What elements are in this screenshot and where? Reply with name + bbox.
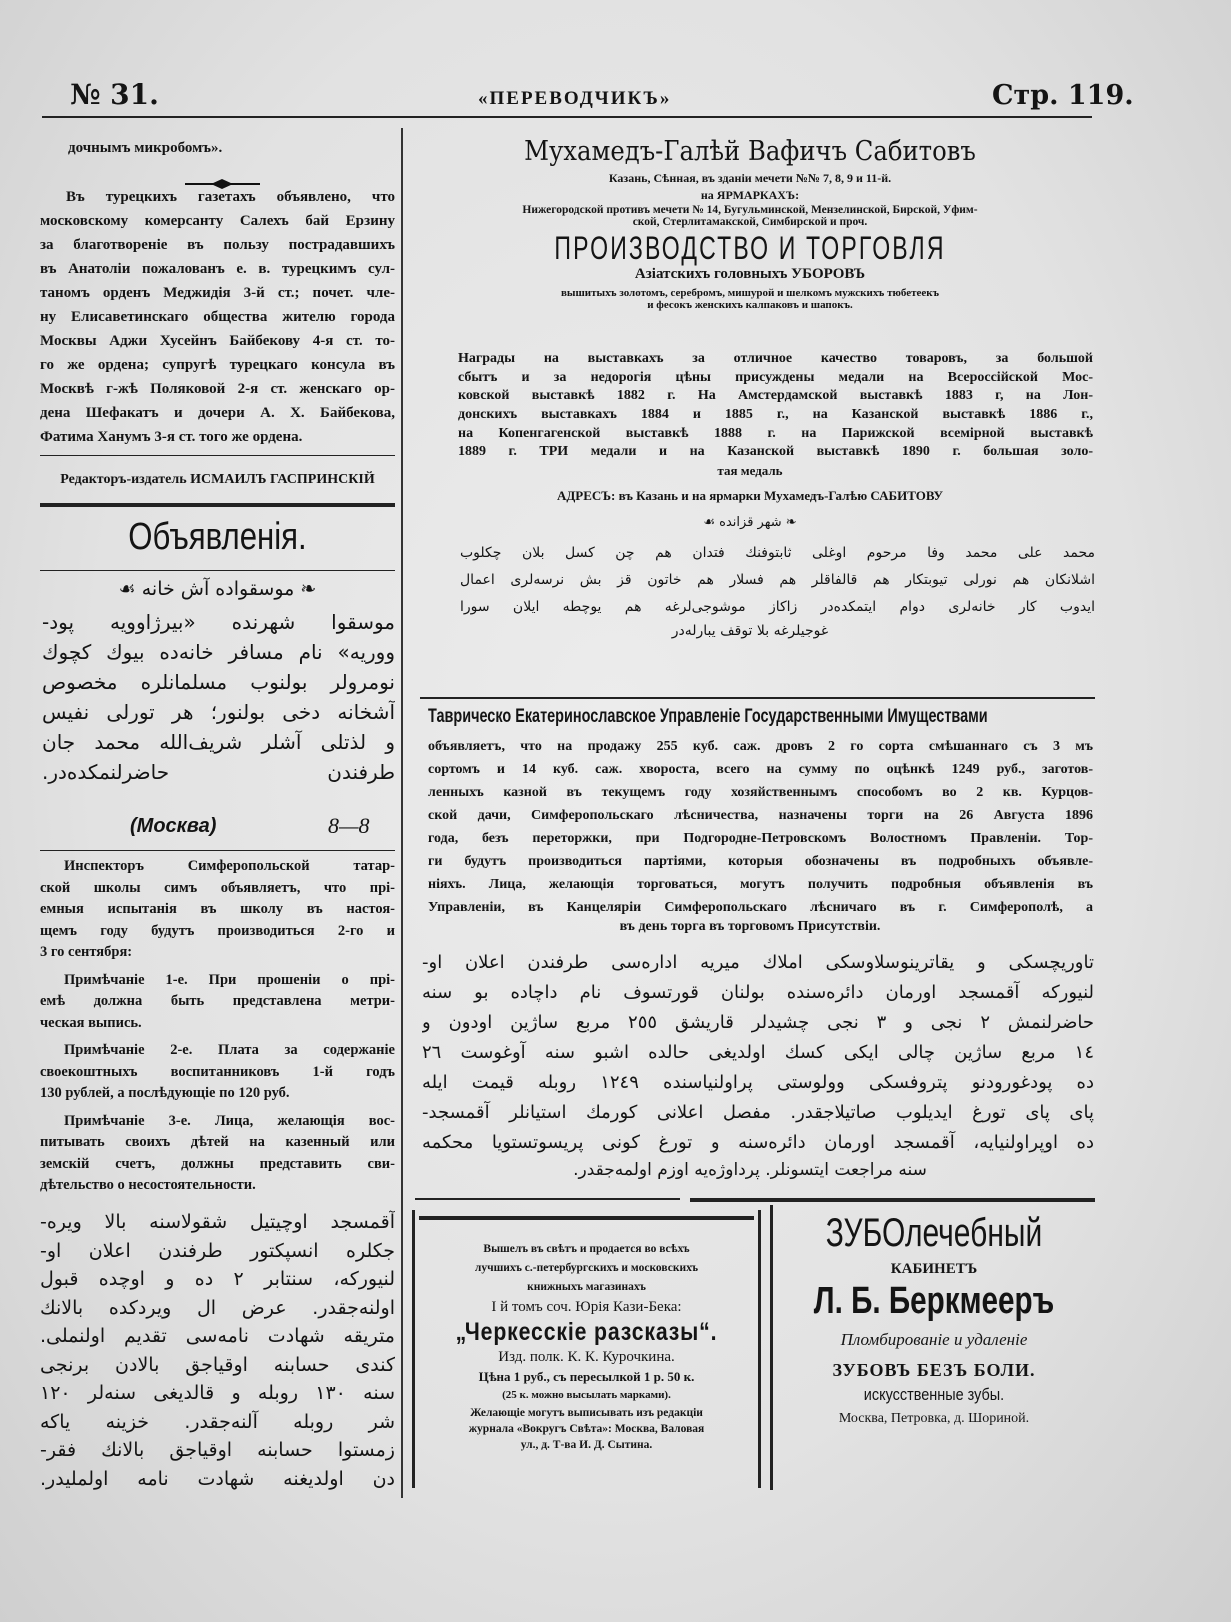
book-ad-intro: лучшихъ с.-петербургскихъ и московскихъ: [474, 1262, 699, 1274]
carryover-text: дочнымъ микробомъ».: [68, 140, 223, 156]
forest-ad-tatar: [422, 948, 1094, 1158]
book-ad-intro: книжныхъ магазинахъ: [527, 1281, 646, 1293]
news-paragraph: [40, 185, 395, 449]
text-line: своекоштныхъ воспитанниковъ 1-й годъ: [40, 1063, 395, 1080]
text-line: 3 го сентября:: [40, 944, 133, 960]
book-order: ул., д. Т-ва И. Д. Сытина.: [520, 1439, 653, 1451]
inspector-notice-tatar: [40, 1208, 395, 1493]
text-line: ووريه» نام مسافر خانه‌ده بيوك كچوك: [42, 640, 395, 664]
box-top-rule: [419, 1216, 754, 1220]
text-line: московскому комерсанту Салехъ бай Ерзину: [40, 213, 395, 229]
ornament-icon: ☙: [703, 515, 720, 530]
text-line: جكلره انسپكتور طرفندن اعلان او-: [40, 1239, 395, 1262]
text-line: زمستوا حسابنه اوقياجق بالانك فقر-: [40, 1439, 395, 1461]
text-line: شر روبله آلنه‌جقدر. خزينه ياكه: [40, 1410, 395, 1433]
book-order: журнала «Вокругъ Свѣта»: Москва, Валовая: [468, 1423, 705, 1435]
forest-ad-end: въ день торга въ торговомъ Присутствіи.: [619, 919, 881, 934]
text-line: ١٤ مربع ساژين چالی ايكی كسك اولديغی حالده اشبو سنه آوغوست ٢٦: [422, 1042, 1094, 1063]
text-line: تاوريچسكی و يقاترينوسلاوسكی املاك ميريه اداره‌سی طرفندن اعلان او-: [422, 952, 1094, 973]
book-title: „Черкесскіе разсказы“.: [455, 1318, 718, 1346]
text-line: Примѣчаніе 1-е. При прошеніи о прі-: [64, 971, 395, 988]
ads-heading: Объявленія.: [128, 516, 307, 558]
text-line: питывать своихъ дѣтей на казенный или: [40, 1134, 395, 1150]
text-line: متريقه شهادت نامه‌سی تقديم اولنملی.: [40, 1325, 395, 1347]
text-line: Управленіи, въ Канцеляріи Симферопольскаго лѣсничаго въ г. Симферополѣ, а: [428, 900, 1093, 915]
awards-text: [458, 350, 1093, 462]
text-line: دن اولديغنه شهادت نامه اولمليدر.: [40, 1467, 395, 1490]
text-line: ческая выпись.: [40, 1014, 142, 1031]
production-headline: ПРОИЗВОДСТВО И ТОРГОВЛЯ: [554, 230, 946, 266]
text-line: لنيوركه، سنتابر ٢ ده و اوچده قبول: [40, 1268, 395, 1290]
sabitov-tatar-heading: [405, 515, 1095, 530]
book-order: Желающіе могутъ выписывать изъ редакціи: [470, 1407, 703, 1419]
forest-ad-heading: Таврическо Екатеринославское Управленіе Государственными Имуществами: [428, 706, 988, 727]
text-line: дѣтельство о несостоятельности.: [40, 1177, 256, 1193]
book-volume: I й томъ соч. Юрія Кази-Бека:: [491, 1299, 682, 1315]
text-line: محمد علی محمد وفا مرحوم اوغلی ثابتوفنك فتدان هم چن كسل بلان چكلوب: [460, 545, 1095, 561]
section-rule-thick: [40, 503, 395, 507]
text-line: емѣ должна быть представлена метри-: [40, 993, 395, 1009]
text-line: ской дачи, Симферопольскаго лѣсничества, назначены торги на 26 Августа 1896: [428, 808, 1093, 823]
book-ad: [412, 1210, 761, 1488]
text-line: таномъ орденъ Меджидія 3-й ст.; почет. чле-: [40, 285, 395, 301]
forest-ad-text: [428, 735, 1093, 919]
text-line: نومرولر بولنوب مسلمانلره مخصوص: [42, 670, 395, 694]
text-line: земскій счетъ, должны представить сви-: [40, 1155, 395, 1172]
dental-painless: ЗУБОВЪ БЕЗЪ БОЛИ.: [832, 1360, 1036, 1380]
ornament-icon: ☙: [118, 578, 142, 600]
text-line: لنيوركه آقمسجد اورمان دائره‌سنده بولنان قورتسوف نام داچاده بو سنه: [422, 982, 1094, 1003]
ornament-icon: ❧: [781, 515, 797, 530]
products-subheadline: Азіатскихъ головныхъ УБОРОВЪ: [634, 266, 866, 282]
text-line: ніяхъ. Лица, желающія торговаться, могутъ получить подробныя объявленія въ: [428, 877, 1093, 892]
sabitov-address: АДРЕСЪ: въ Казань и на ярмарки Мухамедъ-Галѣю САБИТОВУ: [556, 488, 944, 503]
dental-prosthetics: искусственные зубы.: [863, 1385, 1005, 1404]
dental-services: Пломбированіе и удаленіе: [840, 1330, 1028, 1349]
dental-ad: [770, 1205, 1095, 1490]
inspector-notice: [40, 856, 395, 1197]
column-divider: [401, 128, 403, 1498]
text-line: پای پای تورغ ايديلوب صاتيلاجقدر. مفصل اعلانی كورمك استيانلر آقمسجد-: [422, 1102, 1094, 1123]
sabitov-tatar-text: [460, 540, 1095, 621]
text-line: و لذتلی آشلر شريف‌الله محمد جان: [42, 730, 395, 754]
text-line: донскихъ выставкахъ 1884 и 1885 г., на Казанской выставкѣ 1886 г.,: [458, 407, 1093, 423]
text-line: ده پودغورودنو پتروفسكی وولوستی پراولنياسنده ١٢٤٩ روبله قيمت ايله: [422, 1072, 1094, 1093]
text-line: щемъ году будутъ производиться 2-го и: [40, 922, 395, 939]
header-rule: [42, 116, 1092, 118]
dental-title: ЗУБОлечебный: [825, 1211, 1043, 1255]
awards-end: тая медаль: [717, 463, 783, 478]
text-line: сбытъ и за недорогія цѣны присуждены медали на Всероссійской Мос-: [458, 369, 1093, 385]
fairs-line: Нижегородской противъ мечети № 14, Бугульминской, Мензелинской, Бирской, Уфим-: [522, 204, 978, 216]
text-line: въ Анатоліи пожалованъ е. в. турецкимъ сул-: [40, 261, 395, 277]
text-line: ده اوپراولنيايه، آقمسجد اورمان دائره‌سنه و تورغ كونی پريسوتستويا محكمه: [422, 1132, 1094, 1153]
ornament-icon: ❧: [294, 578, 317, 600]
newspaper-title: «ПЕРЕВОДЧИКЪ»: [478, 88, 672, 109]
text-line: ленныхъ казной въ текущемъ году хозяйственнымъ способомъ во 2 кв. Курцов-: [428, 785, 1093, 800]
text-line: طرفندن حاضرلنمكده‌در.: [42, 760, 395, 784]
text-line: за благотвореніе въ пользу пострадавшихъ: [40, 237, 395, 253]
text-line: ковской выставкѣ 1882 г. На Амстердамской выставкѣ 1883 г, на Лон-: [458, 388, 1093, 404]
text-line: 1889 г. ТРИ медали и на Казанской выставкѣ 1890 г. большая золо-: [458, 444, 1093, 460]
text-line: Награды на выставкахъ за отличное качество товаровъ, за большой: [458, 351, 1093, 366]
text-line: ги будутъ производиться партіями, которыя обозначены въ подробныхъ объявле-: [428, 854, 1093, 869]
text-line: كندی حسابنه اوقياجق بالادن برنجی: [40, 1353, 395, 1376]
sabitov-tatar-end: غوجيلرغه بلا توقف يبارله‌در: [671, 623, 829, 639]
text-line: Москвѣ г-жѣ Поляковой 2-я ст. женскаго ор-: [40, 381, 395, 397]
moscow-ad-text: [42, 607, 395, 787]
section-rule: [40, 850, 395, 851]
moscow-ad-heading-text: موسقواده آش خانه: [141, 578, 295, 600]
fairs-line: ской, Стерлитамакской, Симбирской и проч.: [632, 216, 868, 228]
sabitov-tatar-heading-text: شهر قزانده: [719, 515, 782, 530]
text-line: Въ турецкихъ газетахъ объявлено, что: [66, 189, 395, 205]
products-line: и фесокъ женскихъ калпаковъ и шапокъ.: [647, 299, 853, 311]
text-line: Инспекторъ Симферопольской татар-: [64, 858, 395, 874]
section-rule: [415, 1198, 680, 1200]
text-line: ايدوب كار خانه‌لری دوام ايتمكده‌در زاكاز موشوجی‌لرغه هم يوچطه ايلان سورا: [460, 599, 1095, 615]
moscow-ad-count: 8—8: [328, 813, 370, 838]
section-rule-thick: [690, 1198, 1095, 1202]
book-ad-intro: Вышелъ въ свѣтъ и продается во всѣхъ: [483, 1243, 690, 1255]
text-line: Примѣчаніе 3-е. Лица, желающія вос-: [64, 1112, 395, 1129]
editor-credit: Редакторъ-издатель ИСМАИЛЪ ГАСПРИНСКІЙ: [60, 472, 375, 487]
section-rule: [420, 697, 1095, 699]
text-line: 130 рублей, а послѣдующіе по 120 руб.: [40, 1085, 290, 1101]
text-line: сортомъ и 14 куб. саж. хвороста, всего на сумму по оцѣнкѣ 1249 руб., заготов-: [428, 762, 1093, 777]
fairs-label: на ЯРМАРКАХЪ:: [700, 188, 800, 202]
text-line: дена Шефакатъ и дочери А. Х. Байбекова,: [40, 405, 395, 421]
moscow-ad-city: (Москва): [130, 815, 217, 837]
kazan-address: Казань, Сѣнная, въ зданіи мечети №№ 7, 8, 9 и 11-й.: [608, 171, 892, 185]
dentist-name: Л. Б. Беркмееръ: [813, 1280, 1055, 1322]
text-line: Фатима Ханумъ 3-я ст. того же ордена.: [40, 429, 303, 445]
moscow-ad-heading: [40, 578, 395, 600]
issue-number: № 31.: [70, 78, 159, 111]
text-line: на Копенгагенской выставкѣ 1888 г. на Парижской всемірной выставкѣ: [458, 425, 1093, 441]
text-line: سنه ١٣٠ روبله و قالديغی سنه‌لر ١٢٠: [40, 1382, 395, 1404]
text-line: Москвы Аджи Хусейнъ Байбекову 4-я ст. то-: [40, 333, 395, 349]
page-number: Стр. 119.: [992, 80, 1134, 111]
text-line: го же ордена; супругѣ турецкаго консула въ: [40, 357, 395, 373]
text-line: آقمسجد اوچيتيل شقولاسنه بالا ويره-: [40, 1211, 395, 1233]
text-line: ну Елисаветинскаго общества жителю города: [40, 309, 395, 325]
book-price: Цѣна 1 руб., съ пересылкой 1 р. 50 к.: [478, 1369, 695, 1384]
products-line: вышитыхъ золотомъ, серебромъ, мишурой и шелкомъ мужскихъ тюбетеекъ: [560, 287, 940, 299]
text-line: حاضرلنمش ٢ نجی و ٣ نجی چشيدلر قاريشق ٢٥٥ مربع ساژين اودون و: [422, 1012, 1094, 1033]
text-line: آشخانه دخی بولنور؛ هر تورلی نفيس: [42, 700, 395, 724]
book-publisher: Изд. полк. К. К. Курочкина.: [498, 1349, 675, 1365]
merchant-name: Мухамедъ-Галѣй Вафичъ Сабитовъ: [524, 136, 976, 167]
book-stamps: (25 к. можно высылать марками).: [502, 1389, 671, 1401]
text-line: ской школы симъ объявляетъ, что прі-: [40, 879, 395, 896]
dental-cabinet: КАБИНЕТЪ: [890, 1261, 978, 1277]
text-line: موسقوا شهرنده «بيرژاوويه پود-: [42, 610, 395, 634]
forest-ad-tatar-end: سنه مراجعت ايتسونلر. پرداوژه‌يه اوزم اولمه‌جقدر.: [573, 1160, 927, 1180]
text-line: Примѣчаніе 2-е. Плата за содержаніе: [64, 1042, 395, 1058]
text-line: اولنه‌جقدر. عرض ال ويردكده بالانك: [40, 1296, 395, 1319]
text-line: года, безъ переторжки, при Подгородне-Петровскомъ Волостномъ Правленіи. Тор-: [428, 831, 1093, 846]
text-line: اشلانكان هم نورلی تيوبتكار هم قالفاقلر هم فسلار هم خاتون قز بش نرسه‌لری اعمال: [460, 572, 1095, 588]
text-line: объявляетъ, что на продажу 255 куб. саж. дровъ 2 го сорта смѣшаннаго съ 3 мъ: [428, 739, 1093, 754]
ornament-divider: [185, 176, 260, 184]
dental-address: Москва, Петровка, д. Шориной.: [838, 1411, 1030, 1426]
text-line: емныя испытанія въ школу въ настоя-: [40, 901, 395, 917]
section-rule: [40, 455, 395, 456]
sabitov-ad: [405, 136, 1095, 311]
section-rule: [40, 570, 395, 571]
